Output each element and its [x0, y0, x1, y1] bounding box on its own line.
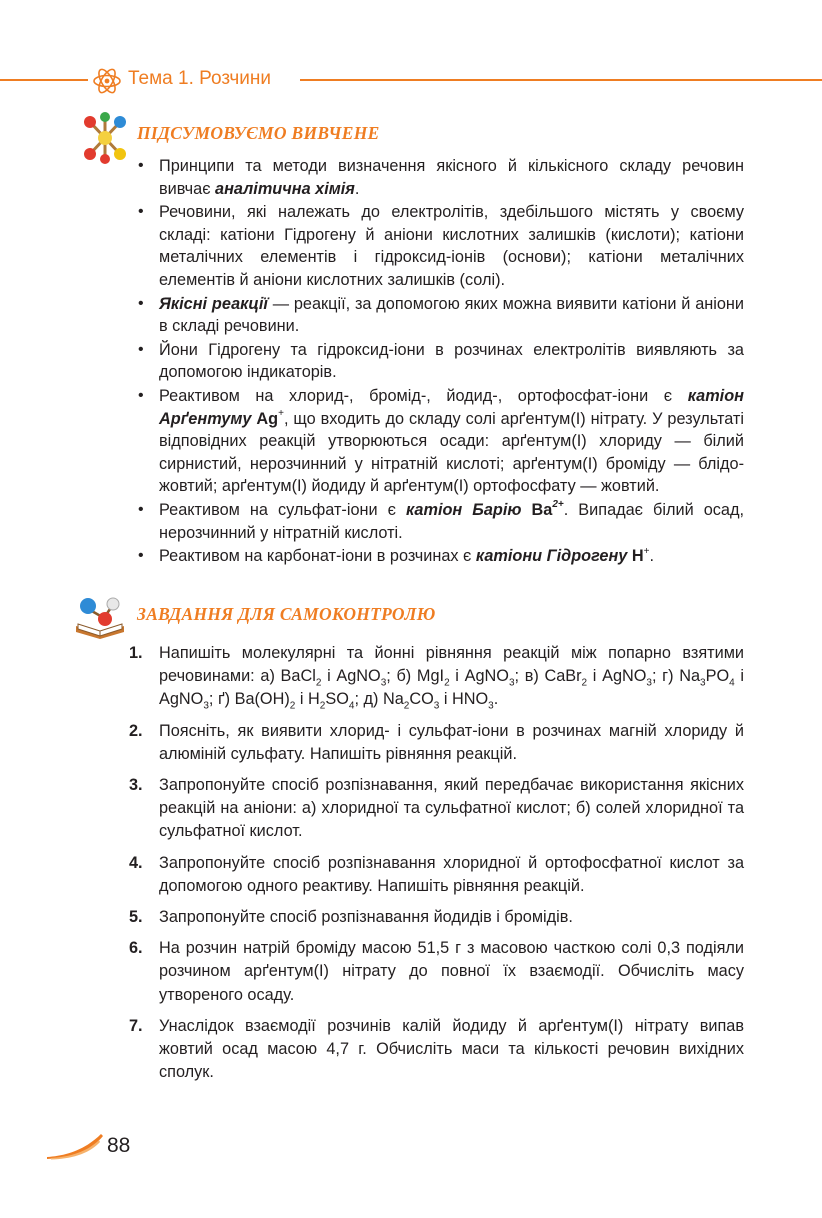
bullet: • — [138, 500, 144, 518]
header-rule-left — [0, 79, 88, 81]
summary-text: Реактивом на карбонат-іони в розчинах є — [159, 547, 476, 566]
summary-text: . — [354, 179, 360, 198]
key-term: катіон Барію — [405, 500, 522, 519]
task-item: 1. Напишіть молекулярні та йонні рівняння реакцій між попарно взятими речовинами: а) BaCl$_2$ і AgNO$_3$; б) MgI$_2$ і AgNO$_3$; в) CaBr$_2$ і AgNO$_3$; г) $Na_3PO_4$ і AgNO$_3$; ґ) $Ba(OH)_2$ і $H_2SO_4$; д) $Na_2CO_3$ і $HNO_3$. — [129, 644, 744, 712]
task-number: 2. — [129, 721, 143, 740]
task-item — [128, 1015, 744, 1085]
task-number: 7. — [129, 1016, 143, 1035]
task-text: На розчин натрій броміду масою 51,5 г з масовою часткою солі 0,3 подіяли розчином арґентум(I) нітрату до повної їх взаємодії. Обчисліть масу утвореного осаду. — [159, 939, 744, 1004]
option-label: а) — [260, 667, 281, 686]
conjunction: і — [439, 690, 452, 709]
ion-formula: H — [631, 547, 644, 566]
summary-text: Принципи та методи визначення якісного й кількісного складу речовин вивчає — [159, 157, 744, 198]
option-label: ; в) — [514, 667, 545, 686]
summary-item — [137, 339, 744, 384]
book-molecule-icon — [72, 592, 128, 640]
summary-list — [137, 155, 744, 569]
bullet: • — [138, 340, 144, 358]
conjunction: і — [295, 690, 309, 709]
task-number: 5. — [129, 908, 143, 927]
option-label: ; д) — [354, 690, 383, 709]
summary-text: Реактивом на хлорид-, бромід-, йодид-, ортофосфат-іони є — [159, 386, 688, 405]
conjunction: і — [587, 667, 603, 686]
option-label: ; б) — [386, 667, 417, 686]
bullet: • — [138, 157, 144, 174]
summary-heading: ПІДСУМОВУЄМО ВИВЧЕНЕ — [137, 123, 380, 143]
conjunction: і — [321, 667, 337, 686]
task-item — [128, 720, 744, 766]
tasks-list — [128, 642, 744, 1092]
task-text: Унаслідок взаємодії розчинів калій йодиду й арґентум(I) нітрату випав жовтий осад масою 4,7 г. Обчисліть маси та кількості речовин вихідних сполук. — [159, 1016, 744, 1082]
key-term: катіон Арґентуму — [159, 386, 744, 428]
task-item — [128, 774, 744, 844]
ion-formula: Ba — [531, 500, 553, 519]
summary-text: . — [649, 547, 655, 566]
header-rule-right — [300, 79, 822, 81]
ion-charge: + — [278, 408, 284, 420]
task-item — [128, 906, 744, 929]
conjunction: і — [734, 667, 744, 686]
page-header — [0, 60, 822, 100]
summary-text: Йони Гідрогену та гідроксид-іони в розчинах електролітів виявляють за допомогою індикаторів. — [159, 340, 744, 382]
summary-item — [137, 201, 744, 291]
summary-text: — реакції, за допомогою яких можна виявити катіони й аніони в складі речовини. — [159, 294, 744, 336]
task-item — [128, 937, 744, 1007]
task-number: 6. — [129, 939, 143, 958]
key-term: аналітична хімія — [215, 179, 355, 198]
summary-item — [137, 499, 744, 544]
bullet: • — [138, 203, 144, 221]
summary-item — [137, 155, 744, 200]
bullet: • — [138, 547, 144, 565]
ion-charge: 2+ — [552, 499, 564, 511]
punctuation: . — [493, 690, 499, 709]
task-number: 1. — [129, 644, 143, 662]
swoosh-icon — [45, 1130, 105, 1160]
task-text: Поясніть, як виявити хлорид- і сульфат-іони в розчинах магній хлориду й алюміній сульфату. Напишіть рівняння реакцій. — [159, 721, 744, 763]
ion-charge: + — [643, 545, 650, 557]
tasks-heading: ЗАВДАННЯ ДЛЯ САМОКОНТРОЛЮ — [137, 604, 436, 624]
summary-item — [137, 293, 744, 338]
summary-text: Речовини, які належать до електролітів, здебільшого містять у своєму складі: катіони Гідрогену й аніони кислотних залишків (кислоти); катіони металічних елементів і гідроксид-іонів (основи); катіони металічних елементів й аніони кислотних залишків (солі). — [159, 203, 744, 289]
conjunction: і — [449, 667, 465, 686]
task-text: Запропонуйте спосіб розпізнавання йодидів і бромідів. — [159, 908, 573, 927]
option-label: ; г) — [651, 667, 680, 686]
page-number: 88 — [107, 1134, 131, 1157]
ion-formula: Ag — [256, 409, 279, 428]
summary-text: , що входить до складу солі арґентум(I) нітрату. У результаті відповідних реакцій утворюються осади: арґентум(I) хлориду — білий сирнистий, нерозчинний у нітратній кислоті; арґентум(I) броміду — блідо-жовтий; арґентум(I) йодиду й арґентум(I) ортофосфату — жовтий. — [159, 409, 744, 496]
task-text: Запропонуйте спосіб розпізнавання хлоридної й ортофосфатної кислот за допомогою одного реактиву. Напишіть рівняння реакцій. — [159, 853, 744, 895]
task-number: 3. — [129, 776, 143, 795]
bullet: • — [138, 294, 144, 312]
task-item — [128, 852, 744, 898]
summary-text: Реактивом на сульфат-іони є — [159, 500, 406, 519]
topic-title: Тема 1. Розчини — [128, 68, 272, 89]
summary-item — [137, 385, 744, 498]
task-text: Напишіть молекулярні та йонні рівняння реакцій між попарно взятими речовинами: — [159, 644, 744, 686]
key-term: катіони Гідрогену — [475, 547, 628, 566]
atom-icon — [92, 66, 122, 96]
molecules-icon — [80, 112, 130, 164]
task-text: Запропонуйте спосіб розпізнавання, який передбачає використання якісних реакцій на аніони: а) хлоридної та сульфатної кислот; б) солей хлоридної та сульфатної кислот. — [159, 776, 744, 841]
summary-item — [137, 545, 744, 568]
task-number: 4. — [129, 853, 143, 872]
key-term: Якісні реакції — [159, 294, 268, 313]
option-label: ; ґ) — [208, 690, 235, 709]
summary-text: . Випадає білий осад, нерозчинний у нітратній кислоті. — [159, 500, 744, 542]
bullet: • — [138, 386, 144, 404]
